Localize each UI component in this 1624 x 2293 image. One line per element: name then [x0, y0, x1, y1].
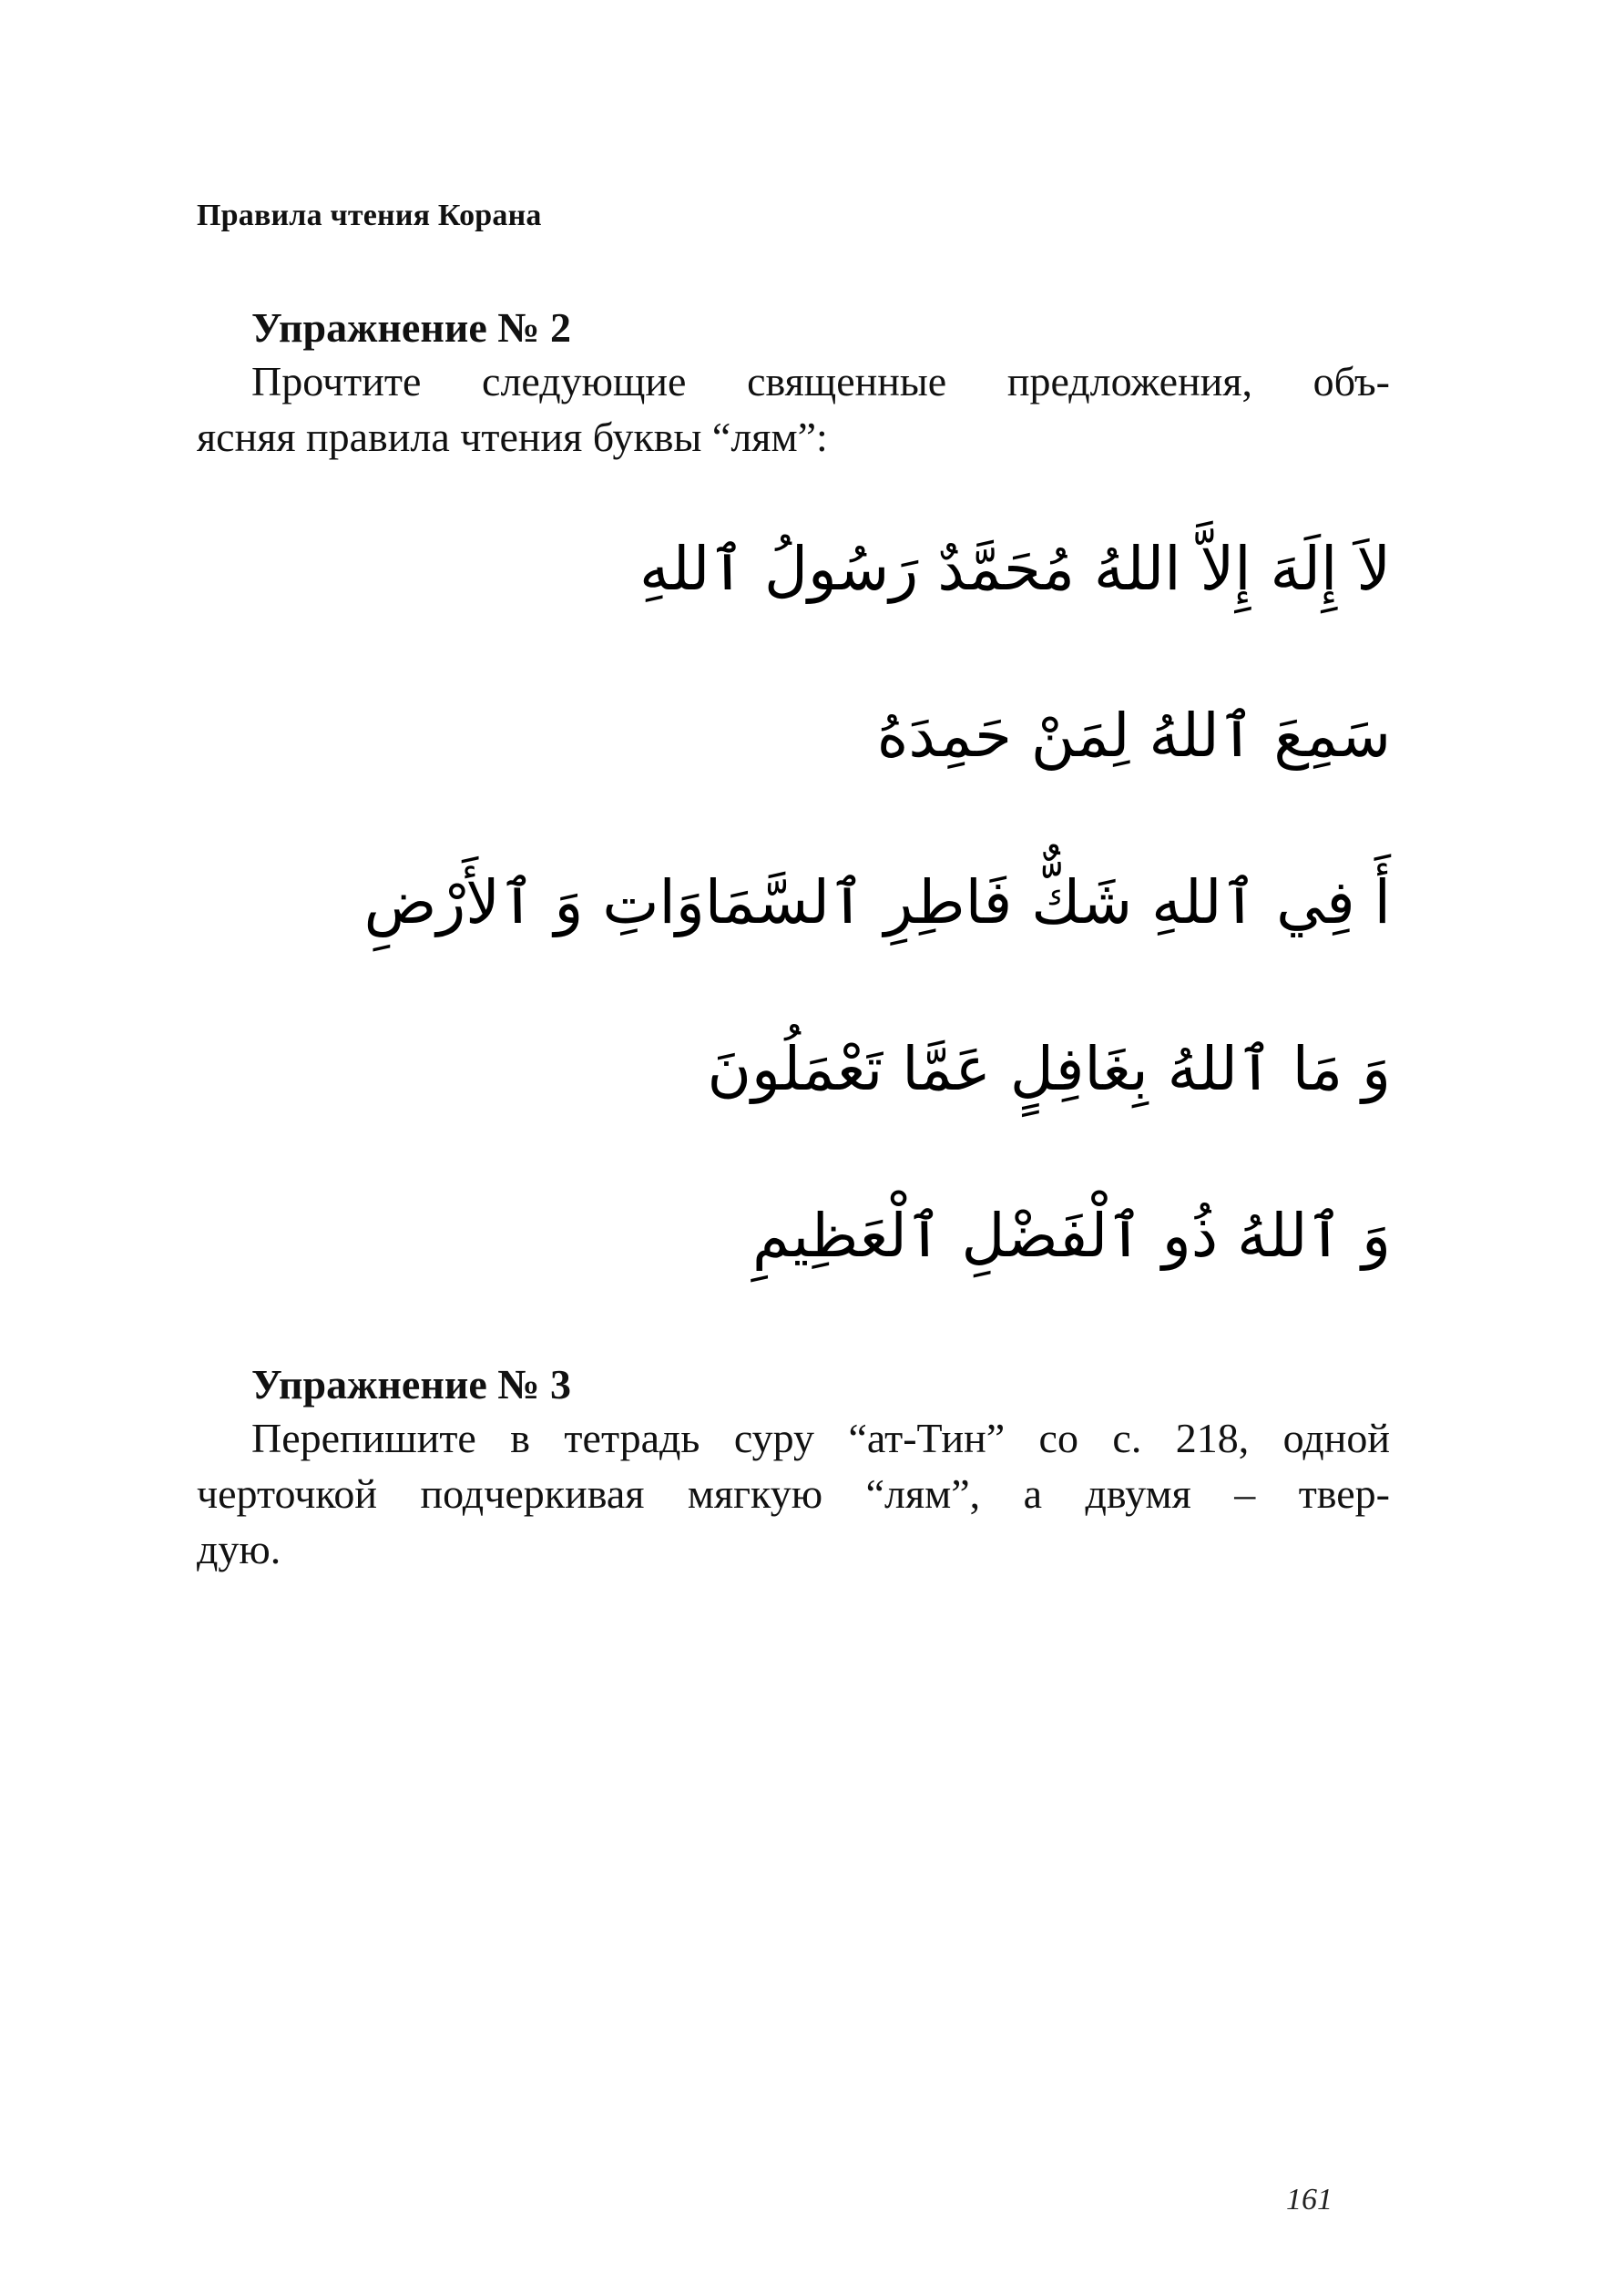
exercise-3-instructions-line-3: дую. — [197, 1526, 281, 1572]
page-number: 161 — [1286, 2183, 1333, 2216]
exercise-2-instructions-line-2: ясняя правила чтения буквы “лям”: — [197, 414, 828, 460]
exercise-2-instructions — [197, 353, 1390, 465]
exercise-3-instructions-line-2: черточкой подчеркивая мягкую “лям”, а двумя – твер- — [197, 1470, 1390, 1517]
exercise-2-title: Упражнение № 2 — [251, 304, 571, 351]
arabic-sentence-3: أَ فِي ٱللهِ شَكٌّ فَاطِرِ ٱلسَّمَاوَاتِ وَ ٱلأَرْضِ — [363, 867, 1391, 937]
arabic-sentence-2: سَمِعَ ٱللهُ لِمَنْ حَمِدَهُ — [876, 701, 1391, 771]
exercise-3-instructions-line-1: Перепишите в тетрадь суру “ат-Тин” со с. 218, одной — [251, 1415, 1390, 1461]
arabic-sentences — [363, 533, 1391, 1367]
arabic-sentence-5: وَ ٱللهُ ذُو ٱلْفَضْلِ ٱلْعَظِيمِ — [751, 1201, 1391, 1271]
exercise-2 — [197, 302, 1390, 465]
exercise-3-title: Упражнение № 3 — [251, 1361, 571, 1408]
arabic-sentence-4: وَ مَا ٱللهُ بِغَافِلٍ عَمَّا تَعْمَلُونَ — [707, 1034, 1391, 1104]
running-header: Правила чтения Корана — [197, 199, 542, 232]
arabic-sentence-1: لاَ إِلَهَ إِلاَّ اللهُ مُحَمَّدٌ رَسُولُ ٱللهِ — [639, 534, 1391, 604]
exercise-3 — [197, 1359, 1390, 1577]
exercise-3-instructions — [197, 1410, 1390, 1577]
exercise-2-instructions-line-1: Прочтите следующие священные предложения, объ- — [251, 358, 1390, 404]
